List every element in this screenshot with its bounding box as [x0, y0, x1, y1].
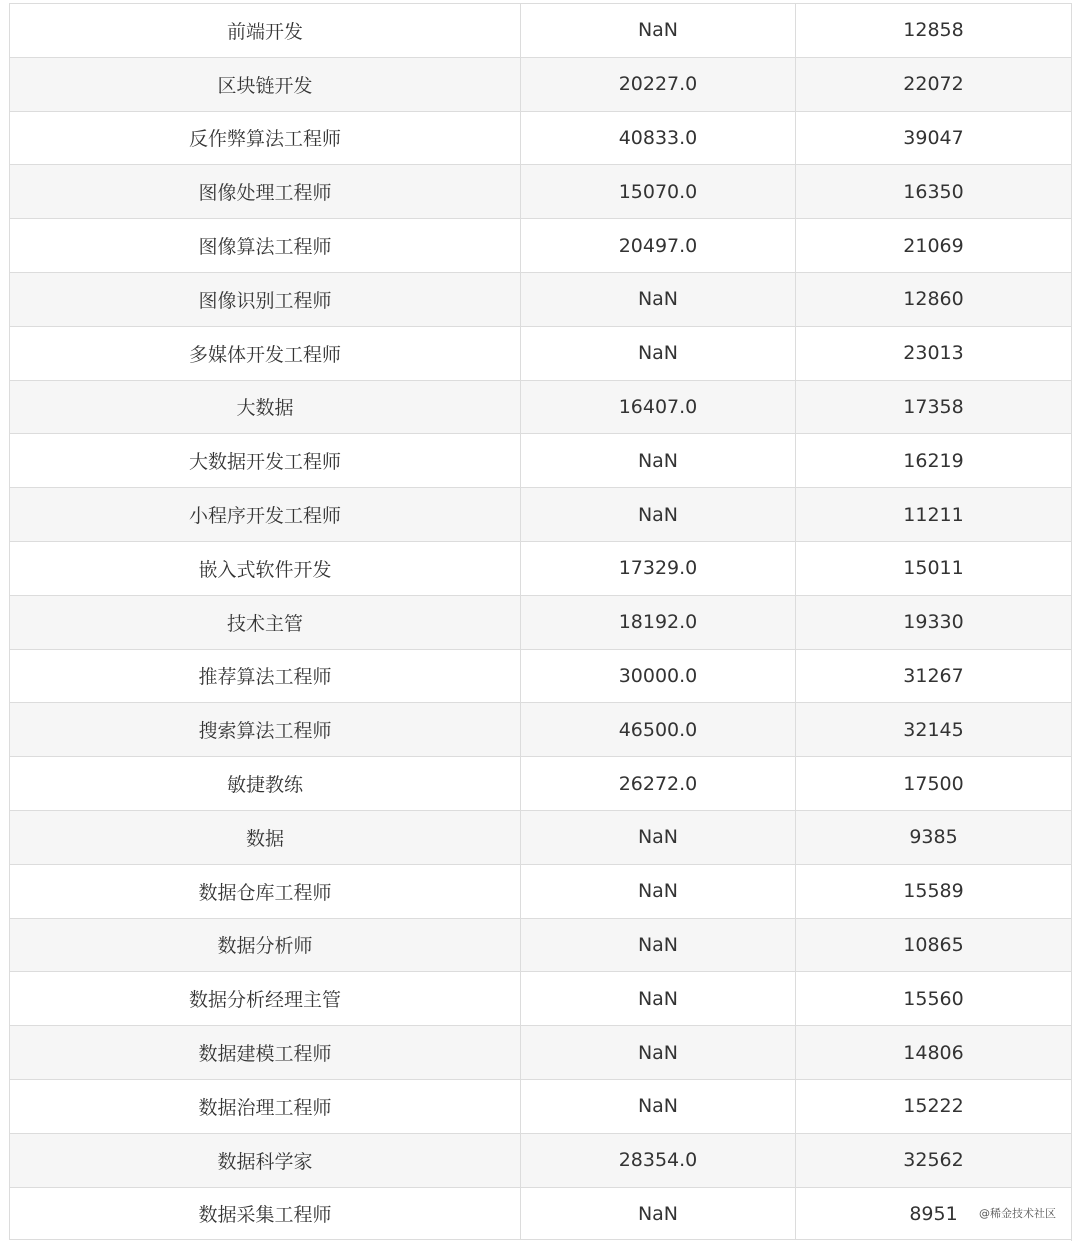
table-cell-name: 图像算法工程师 [10, 219, 521, 273]
table-cell-col3: 10865 [796, 918, 1072, 972]
table-cell-name: 推荐算法工程师 [10, 649, 521, 703]
table-cell-col2: 18192.0 [521, 595, 796, 649]
table-cell-col2: NaN [521, 1187, 796, 1241]
table-cell-name: 数据分析经理主管 [10, 972, 521, 1026]
table-row [10, 434, 1072, 488]
table-cell-name: 嵌入式软件开发 [10, 541, 521, 595]
table-cell-name: 敏捷教练 [10, 757, 521, 811]
table-cell-col3: 15560 [796, 972, 1072, 1026]
table-cell-col3: 16219 [796, 434, 1072, 488]
watermark-text: @稀金技术社区 [979, 1207, 1056, 1220]
table-cell-col3: 15011 [796, 541, 1072, 595]
table-cell-col3: 21069 [796, 219, 1072, 273]
table-cell-col2: NaN [521, 972, 796, 1026]
table-cell-col2: 40833.0 [521, 111, 796, 165]
table-cell-name: 图像处理工程师 [10, 165, 521, 219]
table-cell-col3: 12858 [796, 4, 1072, 58]
table-cell-col3: 32145 [796, 703, 1072, 757]
table-cell-col3: 31267 [796, 649, 1072, 703]
table-row [10, 703, 1072, 757]
table-cell-col2: 17329.0 [521, 541, 796, 595]
table-cell-col2: NaN [521, 434, 796, 488]
table-row [10, 57, 1072, 111]
table-cell-col2: 46500.0 [521, 703, 796, 757]
table-cell-col3: 15589 [796, 864, 1072, 918]
table-cell-col3: 9385 [796, 810, 1072, 864]
table-body [10, 4, 1072, 1241]
table-cell-name: 多媒体开发工程师 [10, 326, 521, 380]
table-cell-col2: 16407.0 [521, 380, 796, 434]
table-cell-col2: NaN [521, 864, 796, 918]
table-row [10, 219, 1072, 273]
table-row [10, 380, 1072, 434]
table-cell-name: 大数据开发工程师 [10, 434, 521, 488]
table-row [10, 1187, 1072, 1241]
table-cell-name: 区块链开发 [10, 57, 521, 111]
table-cell-col2: NaN [521, 810, 796, 864]
table-row [10, 1026, 1072, 1080]
table-row [10, 1133, 1072, 1187]
table-row [10, 864, 1072, 918]
table-cell-name: 前端开发 [10, 4, 521, 58]
table-cell-col2: 26272.0 [521, 757, 796, 811]
table-row [10, 272, 1072, 326]
table-cell-name: 数据治理工程师 [10, 1079, 521, 1133]
table-cell-name: 数据科学家 [10, 1133, 521, 1187]
data-table-container [9, 3, 1071, 1241]
table-cell-col2: 15070.0 [521, 165, 796, 219]
table-cell-col2: 30000.0 [521, 649, 796, 703]
table-cell-col2: NaN [521, 4, 796, 58]
table-bottom-border [9, 1239, 1071, 1244]
table-cell-name: 数据分析师 [10, 918, 521, 972]
table-cell-col2: 28354.0 [521, 1133, 796, 1187]
table-cell-col2: NaN [521, 1079, 796, 1133]
table-cell-col3: 17358 [796, 380, 1072, 434]
table-cell-col2: 20497.0 [521, 219, 796, 273]
table-row [10, 326, 1072, 380]
table-cell-col2: NaN [521, 1026, 796, 1080]
table-row [10, 595, 1072, 649]
table-cell-name: 大数据 [10, 380, 521, 434]
table-cell-col2: NaN [521, 326, 796, 380]
table-row [10, 810, 1072, 864]
table-cell-col3: 14806 [796, 1026, 1072, 1080]
table-row [10, 972, 1072, 1026]
table-row [10, 541, 1072, 595]
table-cell-name: 小程序开发工程师 [10, 488, 521, 542]
table-row [10, 757, 1072, 811]
table-cell-col3: 23013 [796, 326, 1072, 380]
table-cell-col2: NaN [521, 918, 796, 972]
table-cell-col3: 16350 [796, 165, 1072, 219]
table-cell-col3: 22072 [796, 57, 1072, 111]
table-cell-col3: 39047 [796, 111, 1072, 165]
table-cell-col3: 15222 [796, 1079, 1072, 1133]
table-cell-name: 图像识别工程师 [10, 272, 521, 326]
table-cell-col2: NaN [521, 488, 796, 542]
table-cell-name: 数据采集工程师 [10, 1187, 521, 1241]
table-cell-col3: 19330 [796, 595, 1072, 649]
table-cell-col2: NaN [521, 272, 796, 326]
table-row [10, 4, 1072, 58]
table-row [10, 111, 1072, 165]
data-table [9, 3, 1072, 1241]
table-cell-name: 数据 [10, 810, 521, 864]
table-cell-col2: 20227.0 [521, 57, 796, 111]
table-row [10, 649, 1072, 703]
table-cell-name: 数据建模工程师 [10, 1026, 521, 1080]
table-cell-name: 反作弊算法工程师 [10, 111, 521, 165]
table-cell-name: 搜索算法工程师 [10, 703, 521, 757]
table-row [10, 918, 1072, 972]
table-row [10, 1079, 1072, 1133]
table-cell-name: 数据仓库工程师 [10, 864, 521, 918]
table-row [10, 165, 1072, 219]
table-cell-col3: 11211 [796, 488, 1072, 542]
table-cell-col3: 12860 [796, 272, 1072, 326]
table-cell-col3: 8951 [796, 1187, 1072, 1241]
table-row [10, 488, 1072, 542]
table-cell-col3: 17500 [796, 757, 1072, 811]
table-cell-col3: 32562 [796, 1133, 1072, 1187]
table-cell-name: 技术主管 [10, 595, 521, 649]
